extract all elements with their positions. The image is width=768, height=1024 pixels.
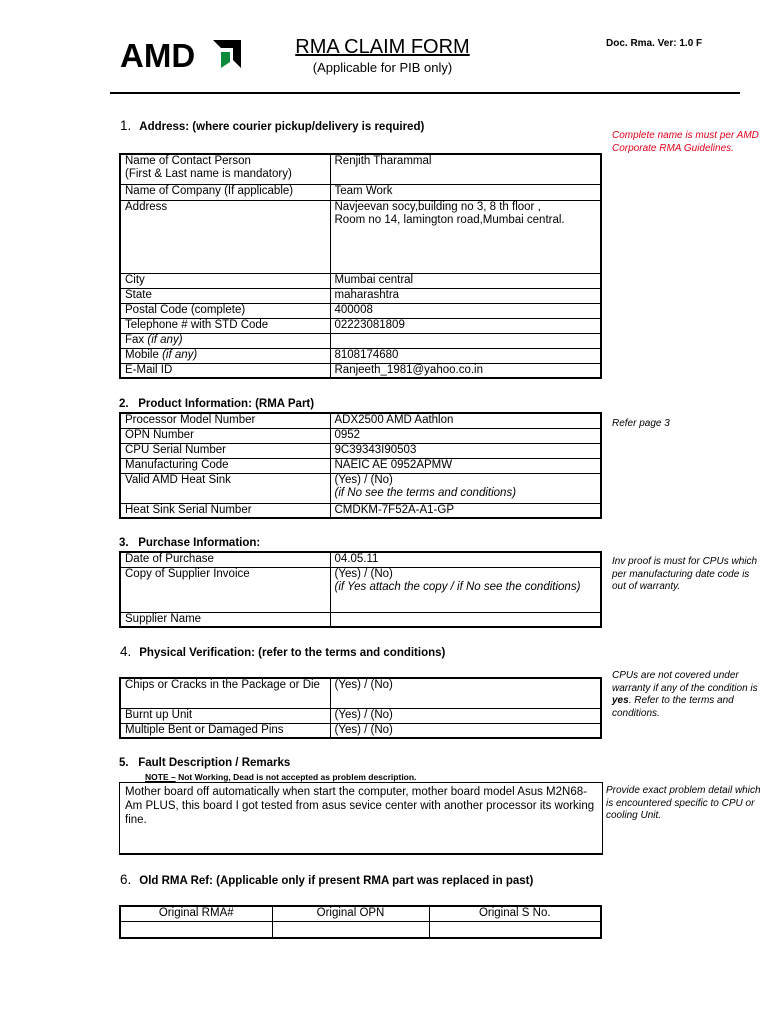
label-cell: Postal Code (complete) bbox=[120, 303, 330, 318]
value-cell[interactable]: maharashtra bbox=[330, 288, 601, 303]
label-cell: Telephone # with STD Code bbox=[120, 318, 330, 333]
address-side-note: Complete name is must per AMD Corporate RMA Guidelines. bbox=[612, 130, 759, 154]
label-cell: Date of Purchase bbox=[120, 552, 330, 567]
label-cell: Name of Company (If applicable) bbox=[120, 184, 330, 200]
label-cell: State bbox=[120, 288, 330, 303]
table-row bbox=[120, 288, 601, 303]
value-cell[interactable]: (Yes) / (No) bbox=[330, 678, 601, 708]
table-row bbox=[120, 273, 601, 288]
value-cell[interactable]: ADX2500 AMD Aathlon bbox=[330, 413, 601, 428]
label-cell: OPN Number bbox=[120, 428, 330, 443]
value-cell[interactable]: (Yes) / (No) (if Yes attach the copy / if No see the conditions) bbox=[330, 567, 601, 612]
value-cell[interactable] bbox=[330, 333, 601, 348]
table-row bbox=[120, 348, 601, 363]
value-cell[interactable] bbox=[272, 921, 429, 938]
label-cell: Fax (if any) bbox=[120, 333, 330, 348]
value-cell[interactable]: (Yes) / (No) bbox=[330, 723, 601, 738]
label-cell: Burnt up Unit bbox=[120, 708, 330, 723]
table-row bbox=[120, 413, 601, 428]
value-cell[interactable]: 8108174680 bbox=[330, 348, 601, 363]
section-heading-purchase: 3. Purchase Information: bbox=[119, 537, 261, 549]
doc-version: Doc. Rma. Ver: 1.0 F bbox=[606, 38, 703, 49]
value-cell[interactable]: (Yes) / (No) (if No see the terms and conditions) bbox=[330, 473, 601, 503]
fault-side-note: Provide exact problem detail which is encountered specific to CPU or cooling Unit. bbox=[606, 785, 761, 821]
column-header: Original OPN bbox=[272, 906, 429, 921]
column-header: Original RMA# bbox=[120, 906, 272, 921]
value-cell[interactable]: Mumbai central bbox=[330, 273, 601, 288]
table-row bbox=[120, 503, 601, 518]
table-row bbox=[120, 552, 601, 567]
value-cell[interactable]: (Yes) / (No) bbox=[330, 708, 601, 723]
fault-note: NOTE – Not Working, Dead is not accepted as problem description. bbox=[145, 772, 417, 782]
section-heading-old-rma: 6. Old RMA Ref: (Applicable only if present RMA part was replaced in past) bbox=[120, 872, 534, 887]
value-cell[interactable] bbox=[429, 921, 601, 938]
table-row bbox=[120, 723, 601, 738]
label-cell: Heat Sink Serial Number bbox=[120, 503, 330, 518]
label-cell: Chips or Cracks in the Package or Die bbox=[120, 678, 330, 708]
value-cell[interactable] bbox=[120, 921, 272, 938]
table-row bbox=[120, 443, 601, 458]
label-cell: CPU Serial Number bbox=[120, 443, 330, 458]
table-row bbox=[120, 363, 601, 378]
product-side-note: Refer page 3 bbox=[612, 418, 670, 429]
value-cell[interactable] bbox=[330, 612, 601, 627]
label-cell: Address bbox=[120, 200, 330, 273]
table-row bbox=[120, 921, 601, 938]
label-cell: Supplier Name bbox=[120, 612, 330, 627]
address-table bbox=[119, 153, 602, 379]
table-row bbox=[120, 708, 601, 723]
section-heading-product: 2. Product Information: (RMA Part) bbox=[119, 398, 315, 410]
product-table bbox=[119, 412, 602, 519]
table-row bbox=[120, 303, 601, 318]
value-cell[interactable]: 400008 bbox=[330, 303, 601, 318]
value-cell[interactable]: Ranjeeth_1981@yahoo.co.in bbox=[330, 363, 601, 378]
label-cell: Copy of Supplier Invoice bbox=[120, 567, 330, 612]
form-title: RMA CLAIM FORM bbox=[295, 36, 470, 58]
table-row bbox=[120, 318, 601, 333]
label-cell: City bbox=[120, 273, 330, 288]
value-cell[interactable]: 9C39343I90503 bbox=[330, 443, 601, 458]
old-rma-table bbox=[119, 905, 602, 939]
table-row bbox=[120, 678, 601, 708]
value-cell[interactable]: Team Work bbox=[330, 184, 601, 200]
value-cell[interactable]: 04.05.11 bbox=[330, 552, 601, 567]
value-cell[interactable]: Navjeevan socy,building no 3, 8 th floor , Room no 14, lamington road,Mumbai central. bbox=[330, 200, 601, 273]
table-header-row bbox=[120, 906, 601, 921]
label-cell: Manufacturing Code bbox=[120, 458, 330, 473]
amd-logo-text: AMD bbox=[120, 38, 196, 72]
table-row bbox=[120, 333, 601, 348]
label-cell: Mobile (if any) bbox=[120, 348, 330, 363]
table-row bbox=[120, 428, 601, 443]
purchase-table bbox=[119, 551, 602, 628]
purchase-side-note: Inv proof is must for CPUs which per manufacturing date code is out of warranty. bbox=[612, 556, 758, 592]
table-row bbox=[120, 200, 601, 273]
physical-side-note: CPUs are not covered under warranty if any of the condition is yes. Refer to the terms and conditions. bbox=[612, 670, 758, 719]
label-cell: Valid AMD Heat Sink bbox=[120, 473, 330, 503]
table-row bbox=[120, 154, 601, 184]
column-header: Original S No. bbox=[429, 906, 601, 921]
label-cell: Name of Contact Person (First & Last name is mandatory) bbox=[120, 154, 330, 184]
label-cell: Processor Model Number bbox=[120, 413, 330, 428]
amd-arrow-icon bbox=[213, 40, 241, 68]
fault-description-box[interactable]: Mother board off automatically when start the computer, mother board model Asus M2N68-Am PLUS, this board I got tested from asus sevice center with another processor its working fine. bbox=[119, 782, 603, 855]
label-cell: E-Mail ID bbox=[120, 363, 330, 378]
value-cell[interactable]: 02223081809 bbox=[330, 318, 601, 333]
form-subtitle: (Applicable for PIB only) bbox=[312, 60, 453, 75]
section-heading-fault: 5. Fault Description / Remarks bbox=[119, 757, 291, 769]
section-heading-physical: 4. Physical Verification: (refer to the terms and conditions) bbox=[120, 644, 446, 659]
table-row bbox=[120, 473, 601, 503]
table-row bbox=[120, 612, 601, 627]
amd-logo bbox=[120, 38, 245, 72]
value-cell[interactable]: CMDKM-7F52A-A1-GP bbox=[330, 503, 601, 518]
value-cell[interactable]: 0952 bbox=[330, 428, 601, 443]
header-divider bbox=[110, 92, 740, 94]
value-cell[interactable]: Renjith Tharammal bbox=[330, 154, 601, 184]
value-cell[interactable]: NAEIC AE 0952APMW bbox=[330, 458, 601, 473]
physical-table bbox=[119, 677, 602, 739]
label-cell: Multiple Bent or Damaged Pins bbox=[120, 723, 330, 738]
table-row bbox=[120, 567, 601, 612]
table-row bbox=[120, 184, 601, 200]
section-heading-address: 1. Address: (where courier pickup/delivery is required) bbox=[120, 118, 425, 133]
table-row bbox=[120, 458, 601, 473]
